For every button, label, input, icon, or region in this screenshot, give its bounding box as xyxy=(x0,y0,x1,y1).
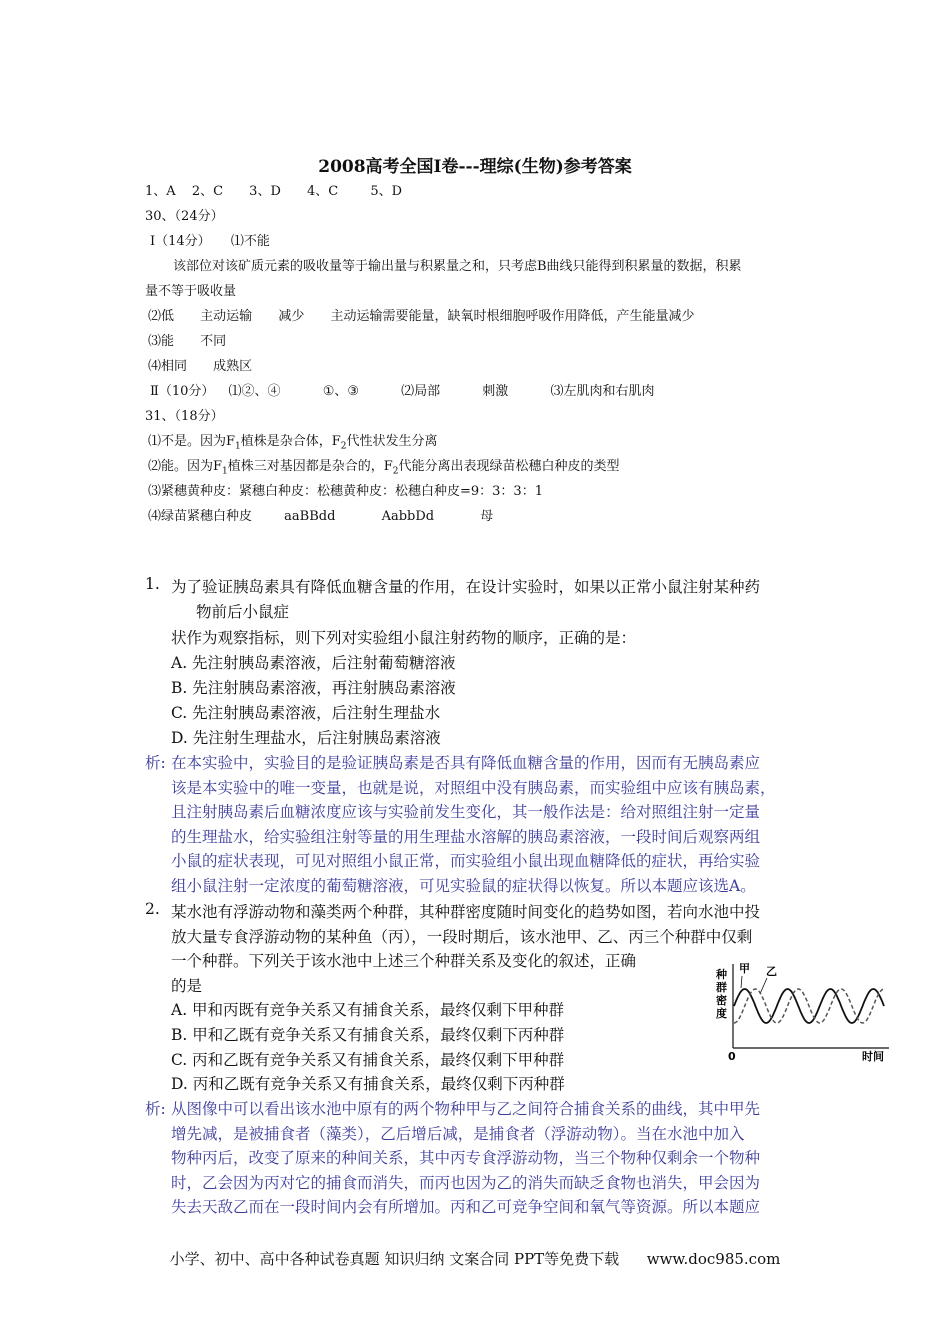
problem1-stem: 为了验证胰岛素具有降低血糖含量的作用，在设计实验时，如果以正常小鼠注射某种药 xyxy=(171,578,761,596)
q30-answer-4 xyxy=(148,355,252,374)
q31-answer-2 xyxy=(148,455,620,477)
problem2-number: 2. xyxy=(145,900,160,918)
subscript: 1 xyxy=(235,441,241,452)
part-label: Ⅱ（10分） xyxy=(150,384,215,399)
q30-header: 30、（24分） xyxy=(145,209,224,224)
answer-text: ⑵局部 xyxy=(401,384,441,399)
analysis-line: 该是本实验中的唯一变量，也就是说，对照组中没有胰岛素，而实验组中应该有胰岛素， xyxy=(171,779,776,797)
page-title: 2008高考全国Ⅰ卷---理综(生物)参考答案 xyxy=(318,157,632,177)
legend-pointer-yi xyxy=(760,978,767,994)
analysis-line: 组小鼠注射一定浓度的葡萄糖溶液，可见实验鼠的症状得以恢复。所以本题应该选A。 xyxy=(171,877,756,895)
answer-text: ⑷绿苗紧穗白种皮 xyxy=(148,509,253,524)
problem2-option-d: D. 丙和乙既有竞争关系又有捕食关系，最终仅剩下丙种群 xyxy=(171,1075,565,1093)
answer-text: 母 xyxy=(480,509,494,524)
problem2-stem: 某水池有浮游动物和藻类两个种群，其种群密度随时间变化的趋势如图，若向水池中投 xyxy=(171,903,761,921)
mc-answer: 2、C xyxy=(191,184,224,199)
answer-text: 植株是杂合体，F xyxy=(240,434,341,449)
answer-text: 刺激 xyxy=(482,384,509,399)
answer-text: 成熟区 xyxy=(213,359,253,374)
problem1-number: 1. xyxy=(145,575,160,593)
analysis-line: 物种丙后，改变了原来的种间关系，其中丙专食浮游动物，当三个物种仅剩余一个物种 xyxy=(171,1149,761,1167)
problem1-stem: 状作为观察指标，则下列对实验组小鼠注射药物的顺序，正确的是： xyxy=(171,629,637,647)
subscript: 2 xyxy=(340,441,347,452)
mc-answer: 5、D xyxy=(370,184,403,199)
problem1-option-b: B. 先注射胰岛素溶液，再注射胰岛素溶液 xyxy=(171,679,456,697)
q31-answer-3: ⑶紧穗黄种皮：紧穗白种皮：松穗黄种皮：松穗白种皮=9：3：3：1 xyxy=(148,484,543,499)
analysis-line: 增先减，是被捕食者（藻类），乙后增后减，是捕食者（浮游动物）。当在水池中加入 xyxy=(171,1125,745,1143)
legend-jia: 甲 xyxy=(739,962,750,975)
answer-text: ⑷相同 xyxy=(148,359,188,374)
problem2-option-b: B. 甲和乙既有竞争关系又有捕食关系，最终仅剩下丙种群 xyxy=(171,1026,565,1044)
answer-text: ⑶左肌肉和右肌肉 xyxy=(550,384,655,399)
legend-yi: 乙 xyxy=(766,965,777,978)
problem2-option-c: C. 丙和乙既有竞争关系又有捕食关系，最终仅剩下甲种群 xyxy=(171,1051,565,1069)
answer-text: 代性状发生分离 xyxy=(346,434,438,449)
analysis-line: 的生理盐水，给实验组注射等量的用生理盐水溶解的胰岛素溶液，一段时间后观察两组 xyxy=(171,828,761,846)
analysis-line: 小鼠的症状表现，可见对照组小鼠正常，而实验组小鼠出现血糖降低的症状，再给实验 xyxy=(171,852,761,870)
analysis-label: 析: xyxy=(145,1100,166,1118)
answer-text: 代能分离出表现绿苗松穗白种皮的类型 xyxy=(398,459,620,474)
origin-label: 0 xyxy=(728,1050,736,1063)
q30-answer-3 xyxy=(148,330,226,349)
problem1-option-d: D. 先注射生理盐水，后注射胰岛素溶液 xyxy=(171,729,441,747)
legend-pointer-jia xyxy=(741,976,742,988)
q30-answer-2 xyxy=(148,305,694,324)
analysis-line: 从图像中可以看出该水池中原有的两个物种甲与乙之间符合捕食关系的曲线，其中甲先 xyxy=(171,1100,761,1118)
footer xyxy=(0,1248,950,1269)
problem2-stem: 的是 xyxy=(171,977,203,995)
subscript: 1 xyxy=(222,466,228,477)
answer-text: 主动运输 xyxy=(200,309,253,324)
problem2-option-a: A. 甲和丙既有竞争关系又有捕食关系，最终仅剩下甲种群 xyxy=(171,1001,565,1019)
answer-text: ⑵能。因为F xyxy=(148,459,223,474)
answer-text: 植株三对基因都是杂合的，F xyxy=(227,459,393,474)
answer-text: aaBBdd xyxy=(284,509,336,524)
answer-text: 不同 xyxy=(200,334,227,349)
mc-answer: 3、D xyxy=(249,184,281,199)
answer-text: ⑴②、④ xyxy=(228,384,281,399)
answer-text: ⑴不能 xyxy=(230,234,270,249)
answer-text: AabbDd xyxy=(381,509,435,524)
analysis-label: 析: xyxy=(145,754,166,772)
analysis-line: 且注射胰岛素后血糖浓度应该与实验前发生变化，其一般作法是：给对照组注射一定量 xyxy=(171,803,761,821)
q30-part1 xyxy=(150,230,270,249)
answer-text: ⑵低 xyxy=(148,309,175,324)
footer-link[interactable]: www.doc985.com xyxy=(646,1250,781,1268)
q31-header: 31、（18分） xyxy=(145,409,224,424)
subscript: 2 xyxy=(392,466,399,477)
x-axis-label: 时间 xyxy=(862,1050,884,1063)
problem1-option-a: A. 先注射胰岛素溶液，后注射葡萄糖溶液 xyxy=(171,654,456,672)
answer-text: ⑶能 xyxy=(148,334,175,349)
q30-explanation-line: 量不等于吸收量 xyxy=(145,284,237,299)
q30-part2 xyxy=(150,380,654,399)
mc-answer: 1、A xyxy=(145,184,176,199)
problem1-stem: 物前后小鼠症 xyxy=(196,603,290,621)
problem2-stem: 一个种群。下列关于该水池中上述三个种群关系及变化的叙述，正确 xyxy=(171,952,637,970)
series-line-yi xyxy=(734,989,884,1023)
population-density-chart xyxy=(714,958,894,1068)
problem1-option-c: C. 先注射胰岛素溶液，后注射生理盐水 xyxy=(171,704,441,722)
mc-answer: 4、C xyxy=(307,184,339,199)
answer-text: ①、③ xyxy=(322,384,359,399)
analysis-line: 在本实验中，实验目的是验证胰岛素是否具有降低血糖含量的作用，因而有无胰岛素应 xyxy=(171,754,761,772)
q31-answer-1 xyxy=(148,430,438,452)
mc-answers xyxy=(145,180,402,199)
q31-answer-4 xyxy=(148,505,493,524)
q30-explanation-line: 该部位对该矿质元素的吸收量等于输出量与积累量之和，只考虑B曲线只能得到积累量的数据，积累 xyxy=(173,259,742,274)
answer-text: ⑴不是。因为F xyxy=(148,434,236,449)
part-label: Ⅰ（14分） xyxy=(150,234,211,249)
answer-text: 主动运输需要能量，缺氧时根细胞呼吸作用降低，产生能量减少 xyxy=(330,309,695,324)
analysis-line: 失去天敌乙而在一段时间内会有所增加。丙和乙可竞争空间和氧气等资源。所以本题应 xyxy=(171,1198,761,1216)
answer-text: 减少 xyxy=(278,309,305,324)
footer-text: 小学、初中、高中各种试卷真题 知识归纳 文案合同 PPT等免费下载 xyxy=(169,1250,620,1268)
analysis-line: 时，乙会因为丙对它的捕食而消失，而丙也因为乙的消失而缺乏食物也消失，甲会因为 xyxy=(171,1174,761,1192)
y-axis-label: 种 群 密 度 xyxy=(716,968,727,1020)
problem2-stem: 放大量专食浮游动物的某种鱼（丙），一段时期后，该水池甲、乙、丙三个种群中仅剩 xyxy=(171,928,753,946)
